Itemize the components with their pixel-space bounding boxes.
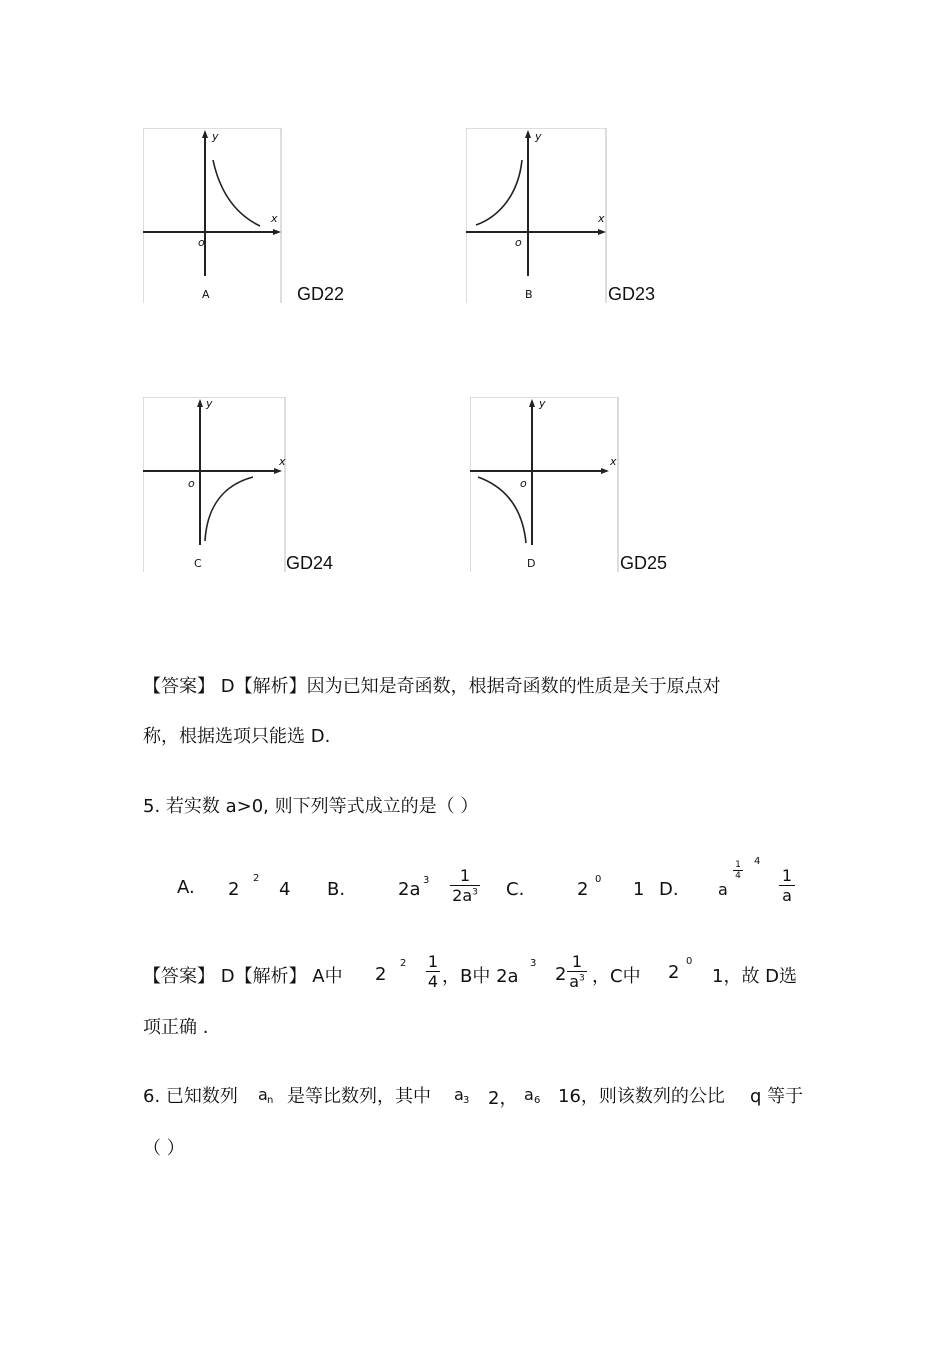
option-d-base: a [718, 880, 728, 899]
answer-5-c-exp: 0 [686, 956, 693, 967]
answer-5-a-exp: 2 [400, 958, 407, 969]
graph-b [466, 128, 608, 303]
option-a-exp: 2 [253, 873, 260, 884]
option-d-denominator: a [782, 886, 792, 905]
option-c-base: 2 [577, 879, 589, 900]
question-6-an-sub: n [267, 1095, 274, 1106]
fraction-bar [567, 971, 587, 991]
answer-5-b-den: a [569, 972, 580, 991]
answer-5-tail: 1，故 D选 [712, 966, 798, 987]
option-b-exp: 3 [423, 875, 430, 886]
answer-5-a-fraction [426, 952, 440, 991]
graph-tag: GD22 [297, 284, 345, 304]
graph-tag: GD24 [286, 553, 334, 573]
option-b-denominator: 2a [452, 886, 473, 905]
graph-label: D [527, 557, 536, 570]
answer-5-b-text: ，B中 2a [442, 966, 519, 987]
graph-label: B [525, 288, 533, 301]
question-6-a6-sub: 6 [534, 1095, 541, 1106]
question-6-a3-sub: 3 [463, 1095, 470, 1106]
option-c-rhs: 1 [633, 879, 645, 900]
graph-a [143, 128, 283, 303]
answer-5-a-den: 4 [427, 972, 439, 991]
graph-tag: GD25 [620, 553, 668, 573]
option-a-rhs: 4 [279, 879, 291, 900]
option-d-fraction [779, 866, 795, 905]
answer-5-b-den-exp: 3 [579, 973, 585, 984]
axis-y-label: y [212, 130, 219, 143]
answer-5-prefix: 【答案】 D【解析】 A中 [143, 966, 343, 987]
answer-5-c-base: 2 [668, 962, 680, 983]
axis-x-label: x [279, 455, 286, 468]
option-b-fraction [450, 866, 480, 905]
fraction-bar [450, 885, 480, 905]
answer-5-b-base: 2 [555, 964, 567, 985]
question-6-prefix: 6. 已知数列 [143, 1086, 238, 1107]
question-6-an: a [258, 1085, 268, 1104]
option-a-label: A. [177, 877, 195, 898]
question-6-v6: 16，则该数列的公比 [558, 1086, 725, 1107]
origin-label: o [515, 236, 522, 249]
option-d-exp-num: 1 [735, 860, 741, 870]
fraction-bar [733, 870, 743, 881]
origin-label: o [198, 236, 205, 249]
answer-5-a-num: 1 [427, 952, 439, 971]
option-b-label: B. [327, 879, 346, 900]
question-6-v3: 2， [488, 1088, 518, 1109]
graph-tag: GD23 [608, 284, 656, 304]
fraction-bar [426, 971, 440, 991]
origin-label: o [188, 477, 195, 490]
option-d-exp2: 4 [754, 856, 761, 867]
axis-x-label: x [598, 212, 605, 225]
option-c-exp: 0 [595, 874, 602, 885]
graph-label: C [194, 557, 202, 570]
axis-y-label: y [206, 397, 213, 410]
question-5-stem: 5. 若实数 a>0, 则下列等式成立的是（ ） [143, 796, 479, 817]
question-6-a3: a [454, 1085, 464, 1104]
graph-label: A [202, 288, 210, 301]
answer-5-c-text: ，C中 [592, 966, 641, 987]
question-6-q: q 等于 [750, 1086, 804, 1107]
answer-5-b-fraction [567, 952, 587, 991]
fraction-bar [779, 885, 795, 905]
answer-5-b-num: 1 [571, 952, 583, 971]
origin-label: o [520, 477, 527, 490]
answer-4-line-2: 称，根据选项只能选 D. [143, 726, 331, 747]
option-d-numerator: 1 [781, 866, 793, 885]
option-b-lhs: 2a [398, 879, 421, 900]
graph-c [143, 397, 287, 572]
axis-x-label: x [271, 212, 278, 225]
option-d-label: D. [659, 879, 679, 900]
option-b-numerator: 1 [459, 866, 471, 885]
option-b-den-exp: 3 [472, 887, 478, 898]
question-6-a6: a [524, 1085, 534, 1104]
option-d-exp-den: 4 [735, 871, 741, 881]
axis-x-label: x [610, 455, 617, 468]
question-6-paren: （ ） [143, 1138, 185, 1159]
axis-y-label: y [535, 130, 542, 143]
answer-5-line-2: 项正确 . [143, 1017, 209, 1038]
option-c-label: C. [506, 879, 525, 900]
answer-4-line-1: 【答案】 D【解析】因为已知是奇函数，根据奇函数的性质是关于原点对 [143, 676, 721, 697]
graph-d [470, 397, 620, 572]
answer-5-b-exp: 3 [530, 958, 537, 969]
option-a-base: 2 [228, 879, 240, 900]
question-6-mid: 是等比数列，其中 [287, 1086, 431, 1107]
option-d-exp-fraction [733, 860, 743, 881]
answer-5-a-base: 2 [375, 964, 387, 985]
axis-y-label: y [539, 397, 546, 410]
